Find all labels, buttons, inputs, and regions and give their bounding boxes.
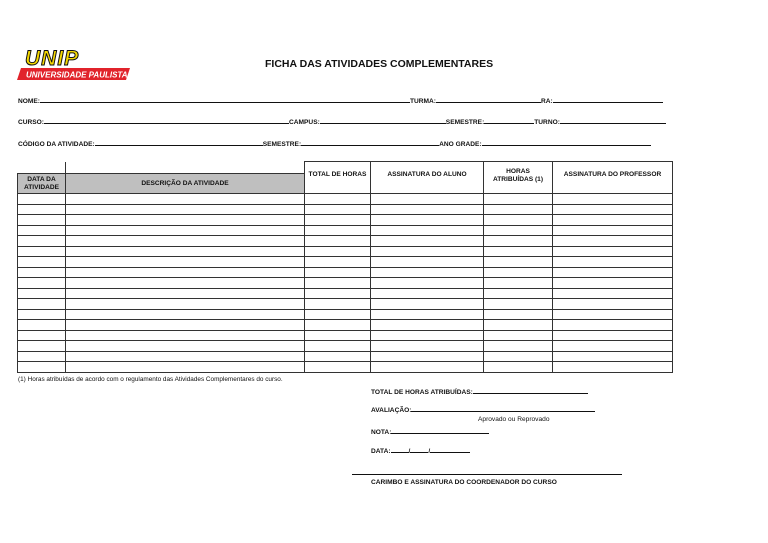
table-cell[interactable] bbox=[18, 341, 66, 352]
table-cell[interactable] bbox=[305, 330, 371, 341]
table-cell[interactable] bbox=[66, 330, 305, 341]
turno-label: TURNO: bbox=[534, 119, 560, 126]
fields-row-1 bbox=[18, 95, 663, 105]
avaliacao-field[interactable] bbox=[411, 404, 595, 412]
semestre2-label: SEMESTRE: bbox=[262, 141, 302, 148]
data-month-field[interactable] bbox=[410, 445, 428, 453]
table-cell[interactable] bbox=[18, 236, 66, 247]
table-cell[interactable] bbox=[484, 236, 553, 247]
table-cell[interactable] bbox=[66, 288, 305, 299]
table-cell[interactable] bbox=[66, 278, 305, 289]
table-cell[interactable] bbox=[371, 299, 484, 310]
table-cell[interactable] bbox=[305, 225, 371, 236]
table-row bbox=[18, 278, 673, 289]
header-total-horas: TOTAL DE HORAS bbox=[305, 162, 371, 194]
table-cell[interactable] bbox=[553, 215, 673, 226]
nome-label: NOME: bbox=[18, 98, 40, 105]
turno-field[interactable] bbox=[560, 116, 666, 124]
table-cell[interactable] bbox=[66, 257, 305, 268]
table-cell[interactable] bbox=[66, 194, 305, 205]
table-cell[interactable] bbox=[553, 246, 673, 257]
table-cell[interactable] bbox=[305, 204, 371, 215]
table-cell[interactable] bbox=[484, 341, 553, 352]
header-assinatura-professor: ASSINATURA DO PROFESSOR bbox=[553, 162, 673, 194]
table-cell[interactable] bbox=[305, 194, 371, 205]
table-cell[interactable] bbox=[371, 257, 484, 268]
header-descricao-atividade: DESCRIÇÃO DA ATIVIDADE bbox=[66, 174, 305, 194]
table-cell[interactable] bbox=[66, 341, 305, 352]
table-cell[interactable] bbox=[484, 267, 553, 278]
table-cell[interactable] bbox=[305, 236, 371, 247]
table-cell[interactable] bbox=[305, 278, 371, 289]
semestre-label: SEMESTRE: bbox=[445, 119, 485, 126]
table-cell[interactable] bbox=[305, 257, 371, 268]
campus-label: CAMPUS: bbox=[289, 119, 320, 126]
turma-field[interactable] bbox=[436, 95, 541, 103]
semestre2-field[interactable] bbox=[301, 138, 439, 146]
coordinator-signature-line[interactable] bbox=[352, 474, 622, 475]
table-cell[interactable] bbox=[18, 330, 66, 341]
ano-grade-field[interactable] bbox=[482, 138, 651, 146]
table-cell[interactable] bbox=[18, 267, 66, 278]
table-cell[interactable] bbox=[484, 278, 553, 289]
data-line: DATA: / / bbox=[371, 445, 470, 455]
table-cell[interactable] bbox=[18, 288, 66, 299]
page-title: FICHA DAS ATIVIDADES COMPLEMENTARES bbox=[265, 58, 494, 70]
total-horas-line bbox=[371, 386, 588, 396]
table-cell[interactable] bbox=[371, 267, 484, 278]
table-cell[interactable] bbox=[18, 257, 66, 268]
table-cell[interactable] bbox=[371, 362, 484, 373]
nome-field[interactable] bbox=[40, 95, 410, 103]
table-cell[interactable] bbox=[553, 320, 673, 331]
table-row bbox=[18, 267, 673, 278]
codigo-field[interactable] bbox=[95, 138, 263, 146]
header-data-atividade: DATA DA ATIVIDADE bbox=[18, 174, 66, 194]
table-cell[interactable] bbox=[371, 288, 484, 299]
table-cell[interactable] bbox=[18, 215, 66, 226]
table-cell[interactable] bbox=[371, 330, 484, 341]
table-cell[interactable] bbox=[371, 215, 484, 226]
table-cell[interactable] bbox=[484, 330, 553, 341]
table-cell[interactable] bbox=[66, 351, 305, 362]
coordinator-label: CARIMBO E ASSINATURA DO COORDENADOR DO CURSO bbox=[371, 479, 557, 486]
total-horas-label: TOTAL DE HORAS ATRIBUÍDAS: bbox=[371, 389, 473, 396]
data-label: DATA: bbox=[371, 448, 391, 455]
table-cell[interactable] bbox=[484, 362, 553, 373]
avaliacao-line bbox=[371, 404, 595, 414]
table-row bbox=[18, 320, 673, 331]
table-cell[interactable] bbox=[18, 278, 66, 289]
table-cell[interactable] bbox=[484, 351, 553, 362]
ra-field[interactable] bbox=[553, 95, 663, 103]
table-cell[interactable] bbox=[371, 278, 484, 289]
table-cell[interactable] bbox=[371, 320, 484, 331]
table-cell[interactable] bbox=[371, 246, 484, 257]
table-cell[interactable] bbox=[66, 320, 305, 331]
table-row bbox=[18, 215, 673, 226]
table-cell[interactable] bbox=[18, 362, 66, 373]
header-horas-atribuidas: HORAS ATRIBUÍDAS (1) bbox=[484, 162, 553, 194]
table-cell[interactable] bbox=[553, 236, 673, 247]
fields-row-3 bbox=[18, 138, 651, 148]
table-cell[interactable] bbox=[484, 257, 553, 268]
table-cell[interactable] bbox=[18, 299, 66, 310]
activities-table bbox=[17, 161, 673, 373]
approval-hint: Aprovado ou Reprovado bbox=[478, 416, 550, 423]
table-cell[interactable] bbox=[553, 309, 673, 320]
table-row bbox=[18, 225, 673, 236]
table-cell[interactable] bbox=[371, 351, 484, 362]
table-body bbox=[18, 194, 673, 373]
table-cell[interactable] bbox=[553, 299, 673, 310]
table-row bbox=[18, 309, 673, 320]
table-cell[interactable] bbox=[66, 267, 305, 278]
table-row bbox=[18, 236, 673, 247]
table-cell[interactable] bbox=[305, 288, 371, 299]
table-cell[interactable] bbox=[66, 246, 305, 257]
table-cell[interactable] bbox=[553, 267, 673, 278]
table-row bbox=[18, 362, 673, 373]
table-cell[interactable] bbox=[484, 194, 553, 205]
table-cell[interactable] bbox=[66, 362, 305, 373]
table-cell[interactable] bbox=[305, 320, 371, 331]
table-row bbox=[18, 330, 673, 341]
nota-label: NOTA: bbox=[371, 429, 392, 436]
table-cell[interactable] bbox=[484, 204, 553, 215]
table-cell[interactable] bbox=[484, 246, 553, 257]
table-cell[interactable] bbox=[18, 194, 66, 205]
table-cell[interactable] bbox=[18, 225, 66, 236]
table-row bbox=[18, 204, 673, 215]
table-cell[interactable] bbox=[371, 204, 484, 215]
table-cell[interactable] bbox=[553, 341, 673, 352]
table-row bbox=[18, 194, 673, 205]
footnote: (1) Horas atribuídas de acordo com o regulamento das Atividades Complementares do curso. bbox=[18, 376, 283, 383]
table-row bbox=[18, 257, 673, 268]
table-cell[interactable] bbox=[66, 204, 305, 215]
table-cell[interactable] bbox=[371, 236, 484, 247]
nota-line bbox=[371, 426, 489, 436]
table-cell[interactable] bbox=[553, 362, 673, 373]
table-cell[interactable] bbox=[305, 299, 371, 310]
table-cell[interactable] bbox=[553, 278, 673, 289]
table-cell[interactable] bbox=[66, 225, 305, 236]
avaliacao-label: AVALIAÇÃO: bbox=[371, 407, 412, 414]
svg-text:UNIP: UNIP bbox=[25, 47, 80, 70]
svg-text:UNIVERSIDADE PAULISTA: UNIVERSIDADE PAULISTA bbox=[26, 70, 128, 80]
table-cell[interactable] bbox=[553, 257, 673, 268]
table-cell[interactable] bbox=[484, 299, 553, 310]
unip-logo bbox=[17, 46, 132, 82]
data-year-field[interactable] bbox=[430, 445, 470, 453]
table-cell[interactable] bbox=[305, 267, 371, 278]
fields-row-2 bbox=[18, 116, 666, 126]
table-cell[interactable] bbox=[484, 288, 553, 299]
table-cell[interactable] bbox=[484, 215, 553, 226]
table-cell[interactable] bbox=[305, 351, 371, 362]
ano-grade-label: ANO GRADE: bbox=[439, 141, 482, 148]
table-cell[interactable] bbox=[305, 215, 371, 226]
total-horas-field[interactable] bbox=[473, 386, 588, 394]
table-cell[interactable] bbox=[18, 320, 66, 331]
curso-label: CURSO: bbox=[18, 119, 45, 126]
campus-field[interactable] bbox=[320, 116, 446, 124]
table-cell[interactable] bbox=[371, 194, 484, 205]
curso-field[interactable] bbox=[44, 116, 289, 124]
table-cell[interactable] bbox=[553, 330, 673, 341]
table-cell[interactable] bbox=[553, 194, 673, 205]
table-cell[interactable] bbox=[305, 246, 371, 257]
table-cell[interactable] bbox=[484, 225, 553, 236]
table-cell[interactable] bbox=[66, 299, 305, 310]
table-cell[interactable] bbox=[305, 362, 371, 373]
data-day-field[interactable] bbox=[391, 445, 409, 453]
table-cell[interactable] bbox=[553, 204, 673, 215]
table-cell[interactable] bbox=[553, 351, 673, 362]
turma-label: TURMA: bbox=[409, 98, 436, 105]
table-cell[interactable] bbox=[18, 246, 66, 257]
header-assinatura-aluno: ASSINATURA DO ALUNO bbox=[371, 162, 484, 194]
table-cell[interactable] bbox=[553, 225, 673, 236]
table-cell[interactable] bbox=[305, 341, 371, 352]
table-cell[interactable] bbox=[66, 309, 305, 320]
table-cell[interactable] bbox=[484, 309, 553, 320]
table-cell[interactable] bbox=[18, 309, 66, 320]
ra-label: RA: bbox=[541, 98, 553, 105]
semestre-field[interactable] bbox=[484, 116, 534, 124]
table-cell[interactable] bbox=[371, 309, 484, 320]
nota-field[interactable] bbox=[391, 426, 489, 434]
table-row bbox=[18, 288, 673, 299]
table-cell[interactable] bbox=[18, 204, 66, 215]
table-cell[interactable] bbox=[66, 215, 305, 226]
table-cell[interactable] bbox=[66, 236, 305, 247]
table-row bbox=[18, 341, 673, 352]
codigo-label: CÓDIGO DA ATIVIDADE: bbox=[18, 141, 95, 148]
table-cell[interactable] bbox=[18, 351, 66, 362]
table-cell[interactable] bbox=[305, 309, 371, 320]
table-row bbox=[18, 299, 673, 310]
table-row bbox=[18, 246, 673, 257]
table-cell[interactable] bbox=[484, 320, 553, 331]
table-cell[interactable] bbox=[371, 225, 484, 236]
table-row bbox=[18, 351, 673, 362]
table-cell[interactable] bbox=[371, 341, 484, 352]
table-cell[interactable] bbox=[553, 288, 673, 299]
